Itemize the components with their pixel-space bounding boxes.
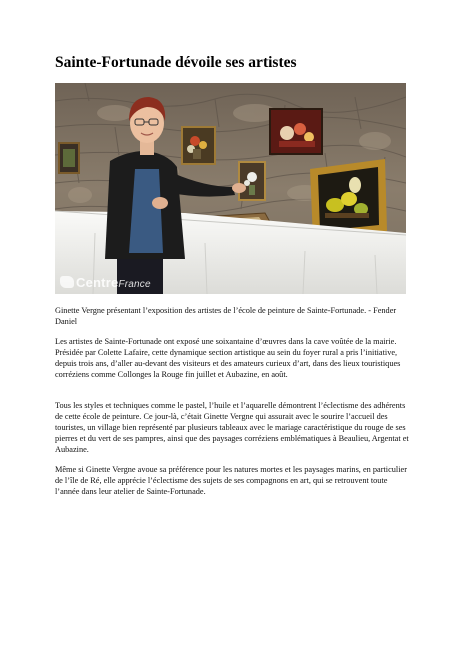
painting-bouquet xyxy=(182,127,215,164)
article-paragraph-1: Les artistes de Sainte-Fortunade ont exposé une soixantaine d’œuvres dans la cave voûtée de la mairie. Présidée par Colette Lafaire, cette dynamique section artistique au sein du foyer rural a pris l’initiative, depuis trois ans, d’aller au-devant des visiteurs et des amateurs curieux d’art, dans des lieux touristiques corréziens comme Collonges la Rouge fin juillet et Aubazine, en août. xyxy=(55,337,401,379)
painting-white-flowers xyxy=(239,162,265,200)
exhibition-photo-illustration xyxy=(55,83,406,294)
watermark-brand: Centre xyxy=(76,275,119,290)
centre-france-logo-icon xyxy=(60,276,74,288)
article-photo xyxy=(55,83,406,294)
article-paragraph-2: Tous les styles et techniques comme le pastel, l’huile et l’aquarelle démontrent l’éclectisme des adhérents de cette école de peinture. Ce jour-là, c’était Ginette Vergne qui assurait avec le sourire l’accueil des touristes, un village bien représenté par plusieurs tableaux avec le mariage caractéristique du rouge de ses pierres et du vert de ses pampres, ainsi que des paysages corréziens emblématiques à Beaulieu, Argentat et Aubazine. xyxy=(55,401,409,454)
photo-caption: Ginette Vergne présentant l’exposition des artistes de l’école de peinture de Sainte-Fortunade. - Fender Daniel xyxy=(55,306,397,326)
photo-watermark xyxy=(60,275,151,290)
article-title: Sainte-Fortunade dévoile ses artistes xyxy=(55,54,297,71)
article-paragraph-3: Même si Ginette Vergne avoue sa préférence pour les natures mortes et les paysages marins, en particulier de l’île de Ré, elle apprécie l’éclectisme des sujets de ses compagnons en art, qui se retrouvent toute l’année dans leur atelier de Sainte-Fortunade. xyxy=(55,465,407,496)
painting-left xyxy=(59,143,79,173)
painting-red-still-life xyxy=(270,109,322,154)
watermark-suffix: France xyxy=(118,279,151,290)
